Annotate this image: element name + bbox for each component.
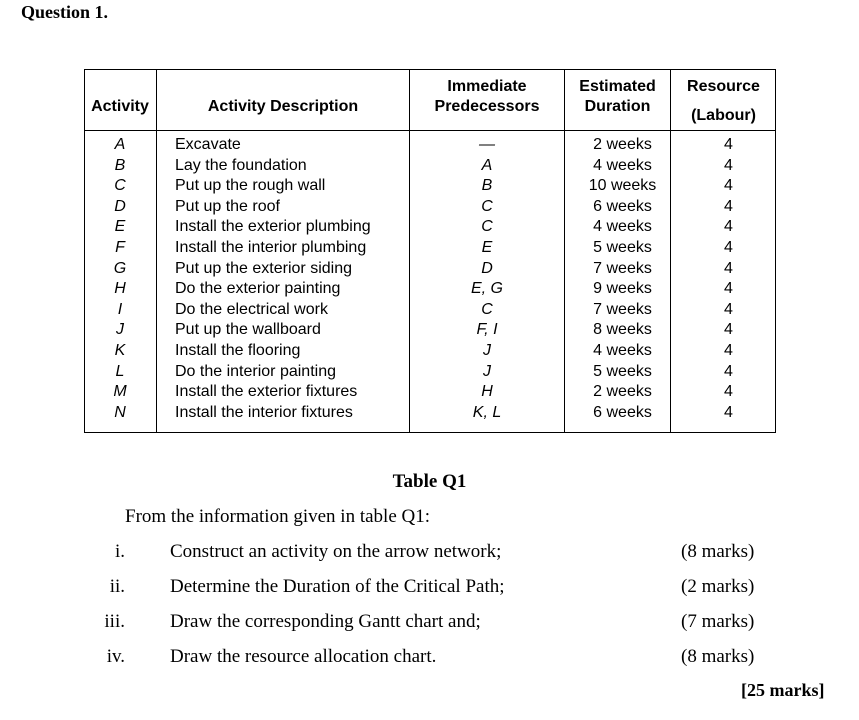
cell-activity: J [116, 321, 124, 339]
question-marks: (7 marks) [681, 611, 755, 632]
cell-activity: G [113, 259, 127, 277]
intro-text: From the information given in table Q1: [125, 506, 431, 527]
cell-duration: 5 weeks [593, 238, 652, 256]
cell-duration: 5 weeks [593, 362, 652, 380]
cell-description: Put up the roof [175, 197, 280, 215]
cell-predecessors: A [481, 156, 493, 174]
header-resource [671, 77, 776, 126]
cell-description: Install the flooring [175, 341, 301, 359]
cell-activity: M [113, 383, 127, 401]
cell-description: Do the exterior painting [175, 280, 341, 298]
question-number: iv. [106, 646, 125, 667]
cell-predecessors: B [481, 177, 493, 195]
table-header-divider [84, 130, 776, 131]
question-text: Draw the corresponding Gantt chart and; [170, 611, 481, 632]
question-number: ii. [109, 576, 125, 597]
cell-predecessors: E [481, 238, 493, 256]
cell-duration: 10 weeks [588, 177, 657, 195]
cell-resource: 4 [724, 218, 733, 236]
question-title: Question 1. [21, 2, 109, 22]
cell-duration: 6 weeks [593, 403, 652, 421]
question-marks: (8 marks) [681, 541, 755, 562]
question-text: Construct an activity on the arrow network; [170, 541, 502, 562]
cell-predecessors: K, L [472, 403, 502, 421]
predecessors-column [410, 135, 564, 423]
resource-column [671, 135, 786, 423]
header-predecessors [410, 77, 564, 117]
header-predecessors-line2: Predecessors [434, 98, 540, 115]
cell-activity: L [115, 362, 125, 380]
cell-resource: 4 [724, 156, 733, 174]
cell-description: Install the interior fixtures [175, 403, 353, 421]
cell-description: Put up the rough wall [175, 177, 326, 195]
header-duration-line2: Duration [584, 98, 651, 115]
activity-column [84, 135, 156, 423]
cell-predecessors: H [481, 383, 493, 401]
question-marks: (8 marks) [681, 646, 755, 667]
header-activity: Activity [91, 98, 149, 115]
cell-predecessors: — [479, 136, 495, 153]
cell-predecessors: D [481, 259, 493, 277]
cell-description: Do the interior painting [175, 362, 336, 380]
question-text: Draw the resource allocation chart. [170, 646, 437, 667]
header-resource-line2: (Labour) [691, 107, 756, 124]
cell-description: Install the exterior plumbing [175, 218, 371, 236]
cell-predecessors: J [483, 362, 491, 380]
cell-activity: N [114, 403, 126, 421]
cell-activity: A [114, 136, 126, 153]
cell-activity: H [114, 280, 126, 298]
cell-resource: 4 [724, 259, 733, 277]
cell-predecessors: C [481, 218, 493, 236]
header-predecessors-line1: Immediate [447, 78, 527, 95]
cell-description: Install the exterior fixtures [175, 383, 358, 401]
cell-description: Install the interior plumbing [175, 238, 367, 256]
cell-duration: 7 weeks [593, 300, 652, 318]
cell-activity: E [114, 218, 126, 236]
cell-resource: 4 [724, 238, 733, 256]
header-duration [565, 77, 670, 117]
cell-predecessors: C [481, 197, 493, 215]
cell-resource: 4 [724, 177, 733, 195]
question-number: iii. [104, 611, 125, 632]
cell-predecessors: C [481, 300, 493, 318]
cell-activity: B [114, 156, 126, 174]
cell-resource: 4 [724, 321, 733, 339]
cell-activity: F [115, 238, 125, 256]
cell-duration: 7 weeks [593, 259, 652, 277]
duration-column [565, 135, 680, 423]
question-number: i. [114, 541, 125, 562]
cell-description: Put up the exterior siding [175, 259, 352, 277]
cell-duration: 6 weeks [593, 197, 652, 215]
table-column-divider [156, 69, 157, 433]
cell-resource: 4 [724, 383, 733, 401]
header-duration-line1: Estimated [579, 78, 656, 95]
cell-duration: 8 weeks [593, 321, 652, 339]
cell-description: Put up the wallboard [175, 321, 321, 339]
cell-activity: C [114, 177, 126, 195]
cell-predecessors: F, I [476, 321, 498, 339]
cell-description: Excavate [175, 136, 241, 153]
cell-description: Do the electrical work [175, 300, 328, 318]
cell-duration: 2 weeks [593, 383, 652, 401]
cell-duration: 9 weeks [593, 280, 652, 298]
cell-resource: 4 [724, 197, 733, 215]
cell-predecessors: E, G [470, 280, 503, 298]
cell-duration: 2 weeks [593, 136, 652, 153]
header-description: Activity Description [207, 98, 359, 115]
cell-resource: 4 [724, 403, 733, 421]
cell-resource: 4 [724, 136, 733, 153]
cell-activity: D [114, 197, 126, 215]
cell-activity: I [117, 300, 123, 318]
cell-description: Lay the foundation [175, 156, 307, 174]
total-marks: [25 marks] [741, 680, 825, 700]
question-text: Determine the Duration of the Critical Path; [170, 576, 505, 597]
cell-duration: 4 weeks [593, 341, 652, 359]
cell-activity: K [114, 341, 126, 359]
cell-resource: 4 [724, 280, 733, 298]
cell-resource: 4 [724, 362, 733, 380]
cell-predecessors: J [483, 341, 491, 359]
question-marks: (2 marks) [681, 576, 755, 597]
description-column [175, 135, 405, 423]
cell-resource: 4 [724, 300, 733, 318]
cell-resource: 4 [724, 341, 733, 359]
cell-duration: 4 weeks [593, 218, 652, 236]
cell-duration: 4 weeks [593, 156, 652, 174]
header-resource-line1: Resource [687, 78, 760, 95]
table-caption: Table Q1 [392, 471, 467, 492]
